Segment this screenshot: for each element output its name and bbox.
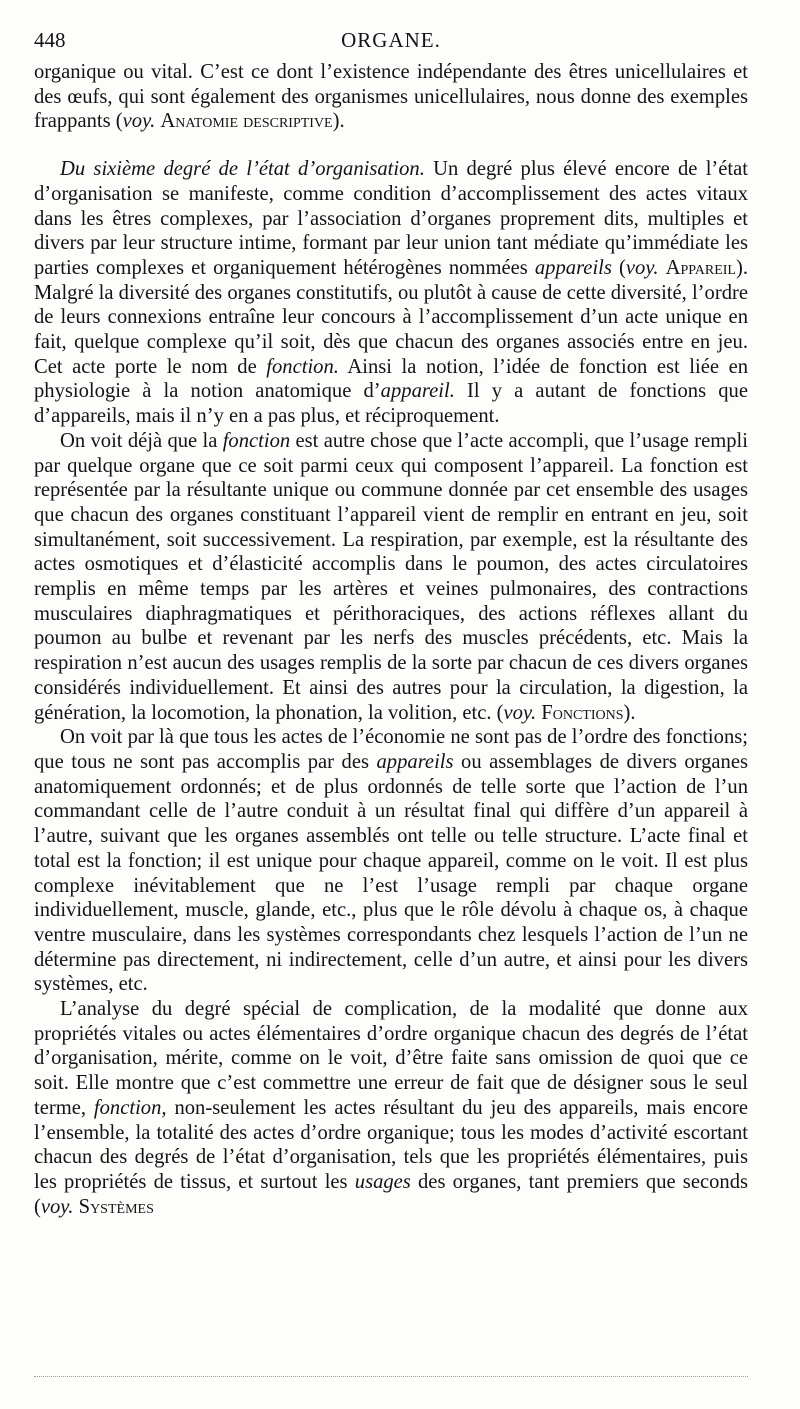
text-run: On voit par là que tous les actes de l’économie ne sont pas de l’ordre des fonctions; que tous ne sont pas accomplis par des xyxy=(34,726,748,773)
italic-run: appareils xyxy=(376,750,454,773)
italic-run: usages xyxy=(354,1170,411,1193)
text-run: L’analyse du degré spécial de complication, de la modalité que donne aux propriétés vitales ou actes élémentaires d’ordre organique chacun des degrés de l’état d’organisation, mérite, comme on le voit, d’être faite sans omission de quoi que ce soit. Elle montre que c’est commettre une erreur de fait que de désigner sous le seul terme, xyxy=(34,998,748,1119)
section-heading: Du sixième degré de l’état d’organisation. xyxy=(60,158,425,181)
text-run: des organes, tant premiers que seconds ( xyxy=(34,1170,749,1218)
running-title: ORGANE. xyxy=(341,28,441,52)
text-run: Un degré plus élevé encore de l’état d’organisation se manifeste, comme condition d’accomplissement des actes vitaux dans les êtres complexes, par l’association d’organes proprement dits, multiples et divers par leur structure intime, formant par leur union tant médiate qu’immédiate les parties complexes et organiquement hétérogènes nommées xyxy=(34,158,749,279)
paragraph-continued xyxy=(34,60,748,134)
italic-run: fonction. xyxy=(266,355,339,378)
body-text xyxy=(34,60,748,1219)
paragraph-fonction xyxy=(34,429,748,725)
text-run: ). xyxy=(332,110,345,133)
cross-reference: Systèmes xyxy=(78,1195,154,1218)
italic-run: voy. xyxy=(40,1195,74,1218)
cross-reference: Anatomie descriptive xyxy=(160,110,333,133)
paragraph-economie xyxy=(34,725,748,997)
italic-run: appareils xyxy=(534,256,612,279)
italic-run: fonction xyxy=(222,429,291,452)
footer-rule xyxy=(34,1376,748,1377)
text-run: Ainsi la notion, l’idée de fonction est liée en physiologie à la notion anatomique d’ xyxy=(34,355,749,403)
italic-run: appareil. xyxy=(380,380,455,403)
italic-run: voy. xyxy=(503,701,537,724)
text-run xyxy=(658,257,665,279)
paragraph-sixth-degree xyxy=(34,157,748,429)
text-run: non-seulement les actes résultant du jeu des appareils, mais encore l’ensemble, la totalité des actes d’ordre organique; tous les modes d’activité escortant chacun des degrés de l’état d’organisation, tels que les propriétés élémentaires, puis les propriétés de tissus, et surtout les xyxy=(34,1096,748,1193)
cross-reference: Appareil xyxy=(665,256,736,279)
italic-run: voy. xyxy=(122,110,156,133)
text-run: On voit déjà que la xyxy=(60,429,223,452)
cross-reference: Fonctions xyxy=(541,701,624,724)
page-header xyxy=(34,28,748,52)
text-run: Il y a autant de fonctions que d’appareils, mais il n’y en a pas plus, et réciproquement. xyxy=(34,380,748,428)
text-run: ). xyxy=(623,701,636,724)
text-run: ou assemblages de divers organes anatomiquement ordonnés; et de plus ordonnés de telle sorte que l’action de l’un commandant celle de l’autre conduit à un résultat final qui diffère d’un appareil à l’autre, suivant que les organes assemblés ont telle ou telle structure. L’acte final et total est la fonction; il est unique pour chaque appareil, comme on le voit. Il est plus complexe inévitablement que ne l’est l’usage rempli par chaque organe individuellement, muscle, glande, etc., plus que le rôle dévolu à chaque os, à chaque ventre musculaire, dans les systèmes correspondants chez lesquels l’action de l’un ne détermine pas directement, ni indirectement, celle d’un autre, et ainsi pour les divers systèmes, etc. xyxy=(34,750,748,996)
text-run: ). Malgré la diversité des organes constitutifs, ou plutôt à cause de cette diversité, l’ordre de leurs connexions entraîne leur concours à l’accomplissement d’un acte unique en fait, quelque complexe qu’il soit, dès que chacun des organes associés entre en jeu. Cet acte porte le nom de xyxy=(34,256,748,378)
italic-run: fonction, xyxy=(93,1096,167,1119)
text-run: ( xyxy=(611,256,626,279)
text-run: organique ou vital. C’est ce dont l’existence indépendante des êtres unicellulaires et des œufs, qui sont également des organismes unicellulaires, nous donne des exemples frappants ( xyxy=(34,61,748,133)
text-run: est autre chose que l’acte accompli, que l’usage rempli par quelque organe que ce soit parmi ceux qui composent l’appareil. La fonction est représentée par la résultante unique ou commune donnée par cet ensemble des usages que chacun des organes constituant l’appareil vient de remplir en entrant en jeu, soit simultanément, soit successivement. La respiration, par exemple, est la résultante des actes osmotiques et d’élasticité accomplis dans le poumon, des actes circulatoires remplis en même temps par les artères et veines pulmonaires, des contractions musculaires diaphragmatiques et périthoraciques, des actions réflexes allant du poumon au bulbe et revenant par les nerfs des muscles précédents, etc. Mais la respiration n’est aucun des usages remplis de la sorte par chacun de ces divers organes considérés individuellement. Et ainsi des autres pour la circulation, la digestion, la génération, la locomotion, la phonation, la volition, etc. ( xyxy=(34,429,748,724)
italic-run: voy. xyxy=(625,256,659,279)
page-number: 448 xyxy=(34,28,66,52)
paragraph-analyse xyxy=(34,997,748,1219)
